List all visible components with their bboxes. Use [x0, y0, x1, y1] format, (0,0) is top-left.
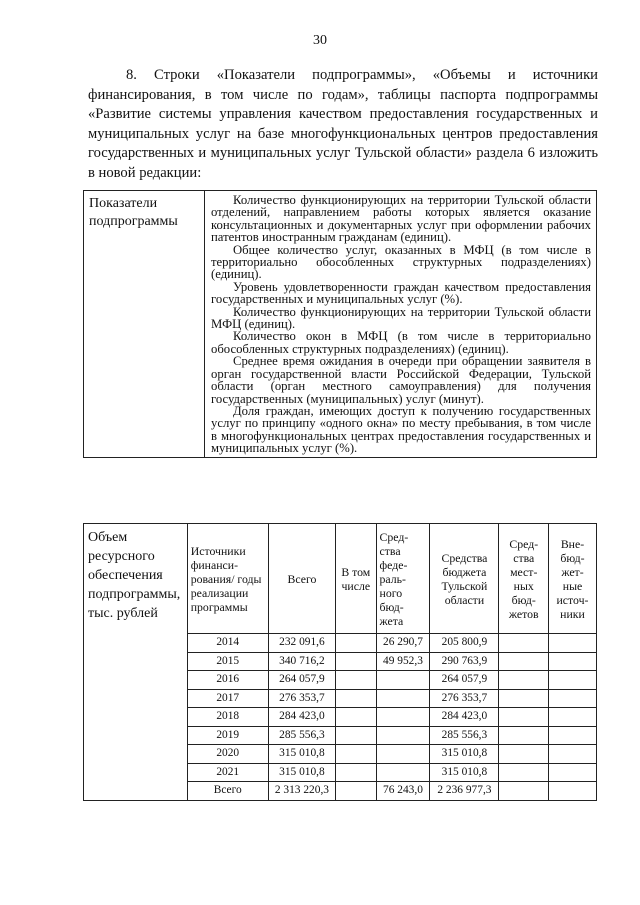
header-total: Всего: [268, 524, 335, 634]
local-cell: [499, 726, 549, 745]
regional-cell: 205 800,9: [430, 634, 499, 653]
local-cell: [499, 671, 549, 690]
total-cell: 276 353,7: [268, 689, 335, 708]
offbudget-cell: [548, 634, 596, 653]
indicator-item: Количество функционирующих на территории Тульской области МФЦ (единиц).: [211, 304, 591, 332]
local-cell: [499, 782, 549, 801]
offbudget-cell: [548, 726, 596, 745]
year-cell: 2021: [187, 763, 268, 782]
local-cell: [499, 763, 549, 782]
total-cell: 340 716,2: [268, 652, 335, 671]
header-local: Сред-ства мест-ных бюд-жетов: [499, 524, 549, 634]
incl-cell: [336, 634, 376, 653]
incl-cell: [336, 763, 376, 782]
total-cell: 315 010,8: [268, 763, 335, 782]
header-offbudget: Вне-бюд-жет-ные источ-ники: [548, 524, 596, 634]
total-cell: 284 423,0: [268, 708, 335, 727]
indicator-item: Количество окон в МФЦ (в том числе в территориально обособленных структурных подразделениях) (единиц).: [211, 329, 591, 356]
federal-cell: [376, 671, 430, 690]
total-cell: 285 556,3: [268, 726, 335, 745]
total-cell: 2 313 220,3: [268, 782, 335, 801]
federal-cell: [376, 689, 430, 708]
incl-cell: [336, 689, 376, 708]
offbudget-cell: [548, 745, 596, 764]
incl-cell: [336, 708, 376, 727]
incl-cell: [336, 671, 376, 690]
year-cell: 2019: [187, 726, 268, 745]
year-cell: 2017: [187, 689, 268, 708]
year-cell: 2015: [187, 652, 268, 671]
funding-label: Объем ресурсного обеспечения подпрограммы, тыс. рублей: [84, 524, 188, 801]
year-cell: Всего: [187, 782, 268, 801]
local-cell: [499, 689, 549, 708]
indicator-item: Общее количество услуг, оказанных в МФЦ (в том числе в территориально обособленных структурных подразделениях) (единиц).: [211, 242, 591, 282]
regional-cell: 264 057,9: [430, 671, 499, 690]
local-cell: [499, 745, 549, 764]
header-regional: Средства бюджета Тульской области: [430, 524, 499, 634]
offbudget-cell: [548, 671, 596, 690]
indicators-label: Показатели подпрограммы: [84, 191, 205, 458]
federal-cell: [376, 745, 430, 764]
total-cell: 264 057,9: [268, 671, 335, 690]
incl-cell: [336, 745, 376, 764]
offbudget-cell: [548, 763, 596, 782]
local-cell: [499, 652, 549, 671]
incl-cell: [336, 782, 376, 801]
regional-cell: 315 010,8: [430, 745, 499, 764]
indicator-item: Среднее время ожидания в очереди при обращении заявителя в орган государственной власти Российской Федерации, Тульской области (орган местного самоуправления) для получения государственных (муниципальных) услуг (минут).: [211, 354, 591, 406]
federal-cell: 26 290,7: [376, 634, 430, 653]
indicators-list: [205, 191, 597, 458]
header-federal: Сред-ства феде-раль-ного бюд-жета: [376, 524, 430, 634]
indicator-item: Уровень удовлетворенности граждан качеством предоставления государственных и муниципальных услуг (%).: [211, 279, 591, 307]
offbudget-cell: [548, 652, 596, 671]
year-cell: 2016: [187, 671, 268, 690]
regional-cell: 285 556,3: [430, 726, 499, 745]
federal-cell: 76 243,0: [376, 782, 430, 801]
federal-cell: 49 952,3: [376, 652, 430, 671]
regional-cell: 284 423,0: [430, 708, 499, 727]
offbudget-cell: [548, 689, 596, 708]
year-cell: 2020: [187, 745, 268, 764]
funding-table: [83, 523, 597, 801]
federal-cell: [376, 726, 430, 745]
header-source: Источники финанси-рования/ годы реализации программы: [187, 524, 268, 634]
offbudget-cell: [548, 708, 596, 727]
federal-cell: [376, 708, 430, 727]
intro-text: 8. Строки «Показатели подпрограммы», «Объемы и источники финансирования, в том числе по годам», таблицы паспорта подпрограммы «Развитие системы управления качеством предоставления государственных и муниципальных услуг на базе многофункциональных центров предоставления государственных и муниципальных услуг Тульской области» раздела 6 изложить в новой редакции:: [88, 67, 598, 181]
indicators-table: [83, 190, 597, 458]
year-cell: 2014: [187, 634, 268, 653]
regional-cell: 290 763,9: [430, 652, 499, 671]
year-cell: 2018: [187, 708, 268, 727]
indicator-item: Количество функционирующих на территории Тульской области отделений, направлением работы которых является оказание консультационных и документарных услуг при оформлении рабочих патентов иностранным гражданам (единиц).: [211, 193, 591, 245]
intro-paragraph: [88, 66, 598, 183]
federal-cell: [376, 763, 430, 782]
regional-cell: 2 236 977,3: [430, 782, 499, 801]
page-number: 30: [313, 33, 327, 48]
header-incl: В том числе: [336, 524, 376, 634]
regional-cell: 315 010,8: [430, 763, 499, 782]
regional-cell: 276 353,7: [430, 689, 499, 708]
total-cell: 315 010,8: [268, 745, 335, 764]
total-cell: 232 091,6: [268, 634, 335, 653]
incl-cell: [336, 652, 376, 671]
local-cell: [499, 634, 549, 653]
incl-cell: [336, 726, 376, 745]
indicator-item: Доля граждан, имеющих доступ к получению государственных услуг по принципу «одного окна» по месту пребывания, в том числе в многофункциональных центрах предоставления государственных и муниципальных услуг (%).: [211, 403, 591, 456]
offbudget-cell: [548, 782, 596, 801]
local-cell: [499, 708, 549, 727]
